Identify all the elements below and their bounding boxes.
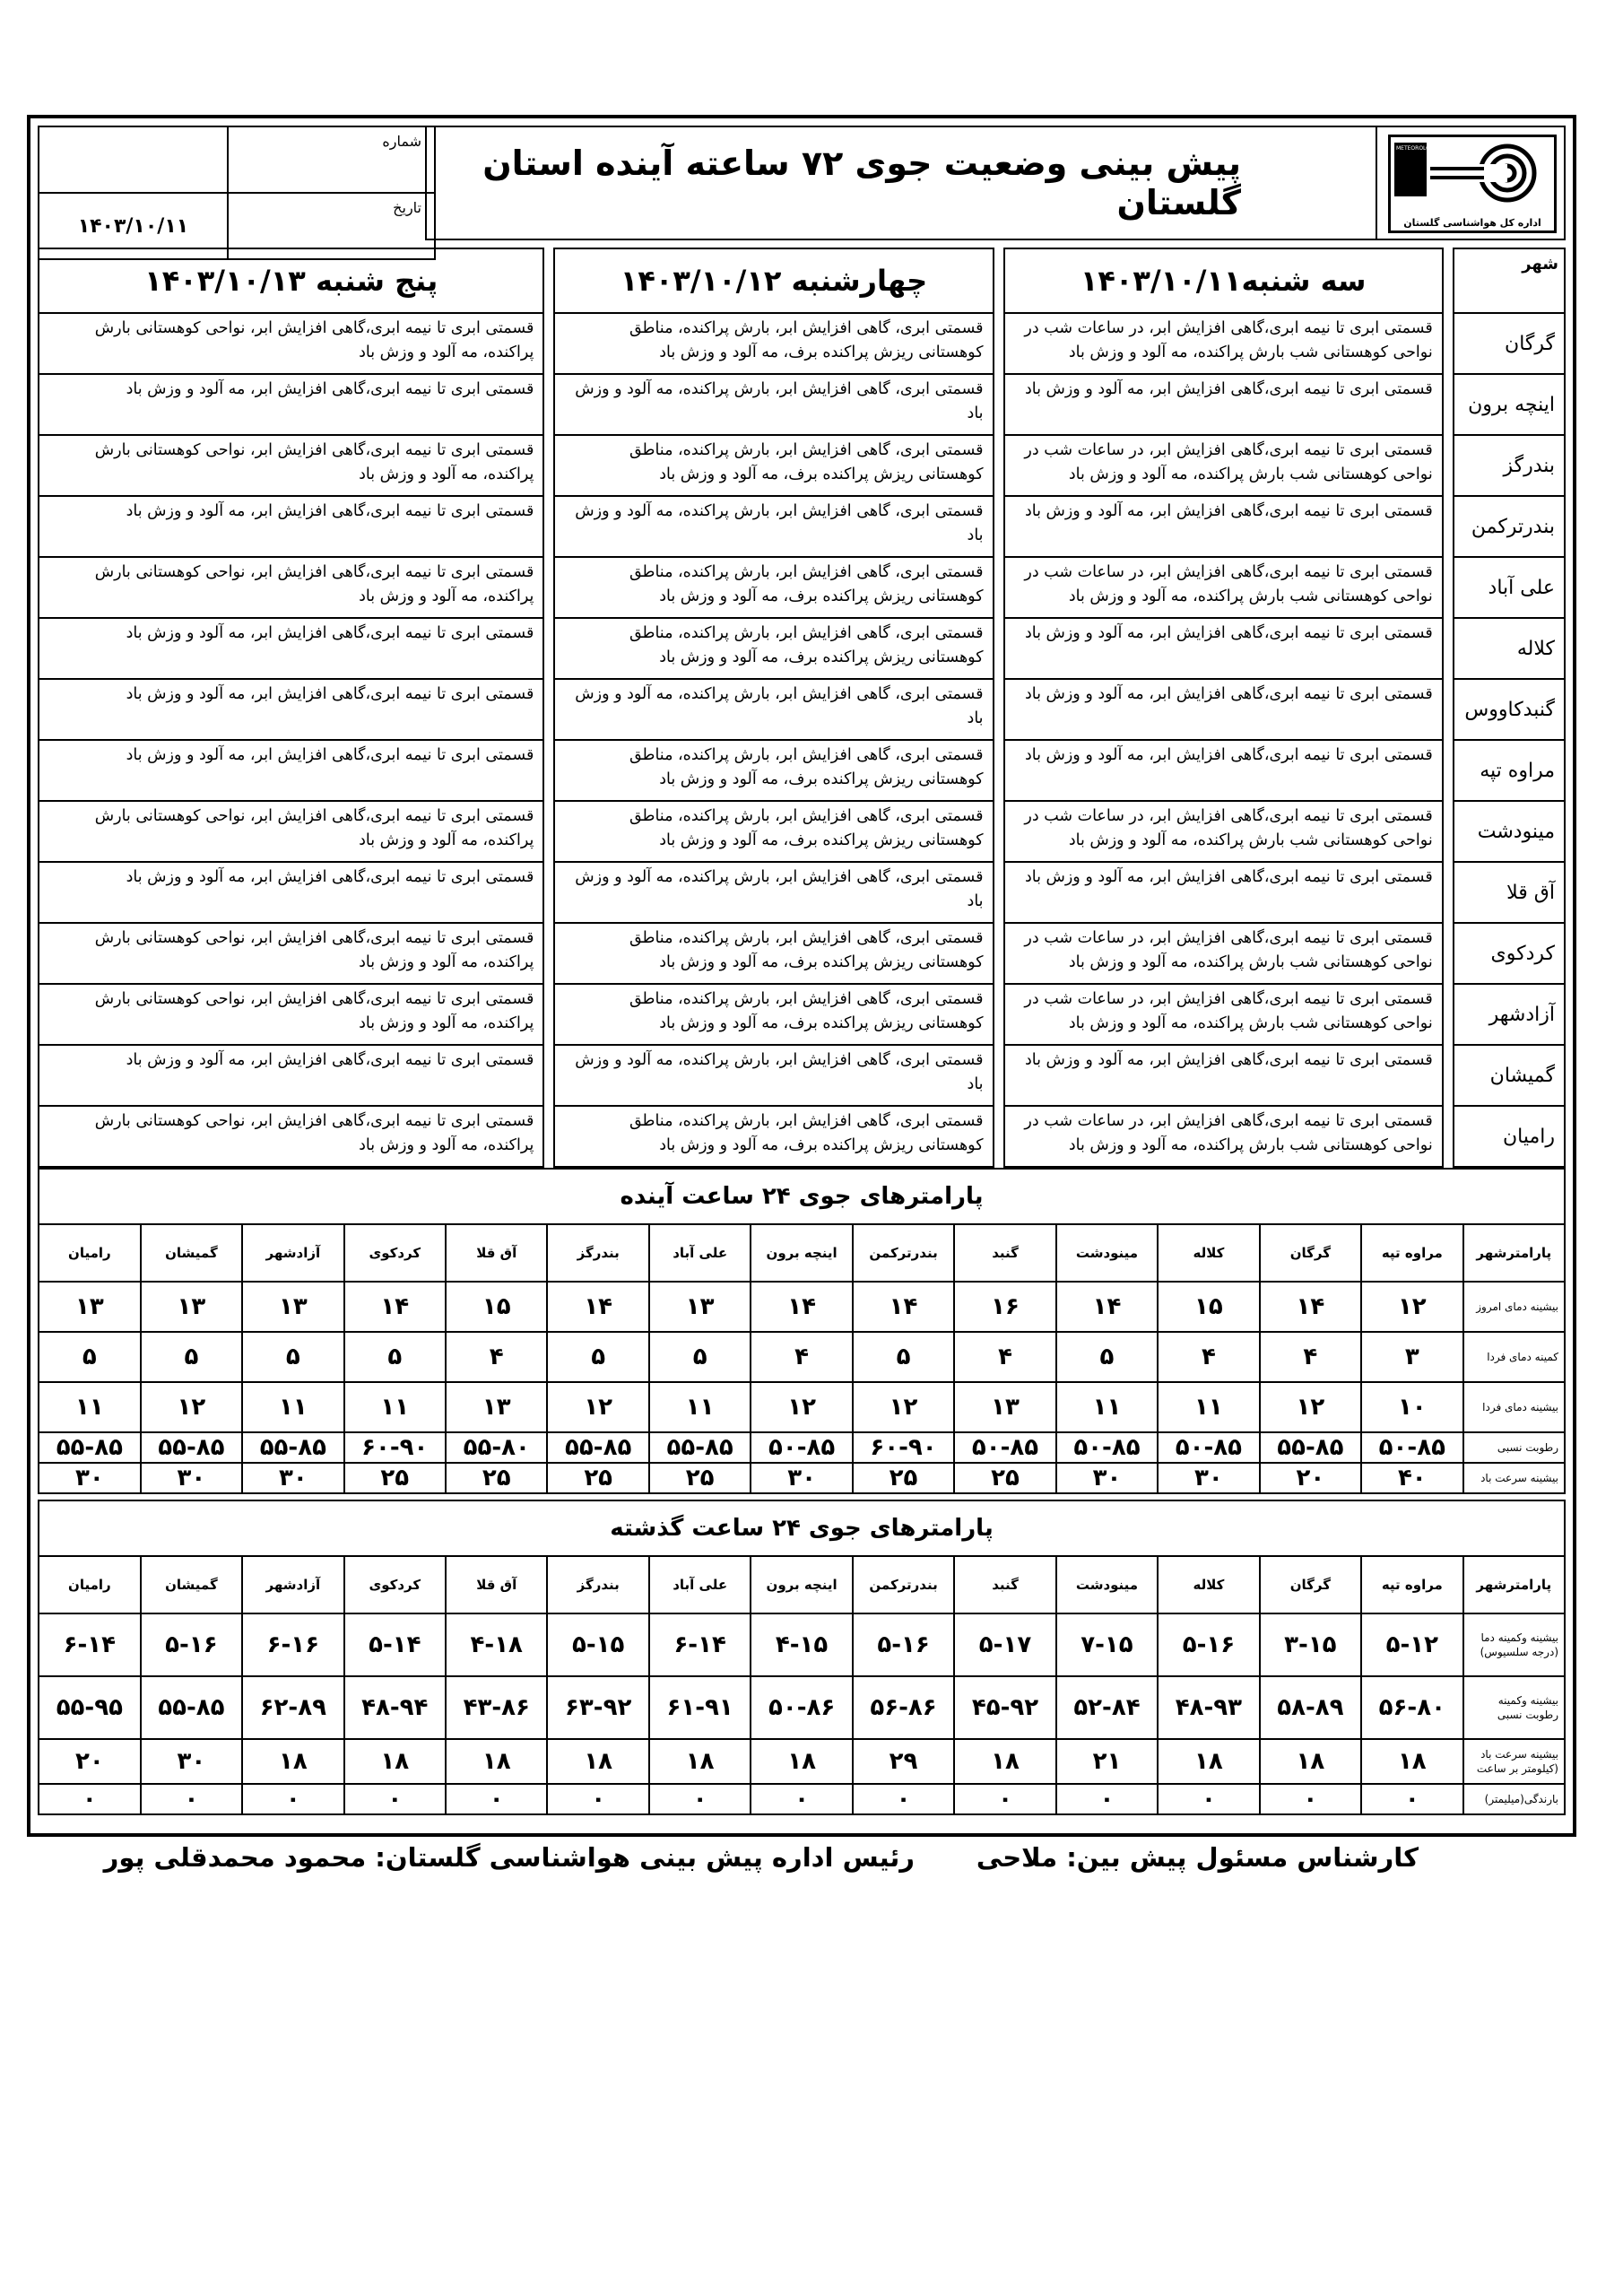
forecast-row bbox=[39, 496, 1565, 557]
param-value: ۵۵-۸۵ bbox=[649, 1432, 751, 1463]
forecaster-name: کارشناس مسئول پیش بین: ملاحی bbox=[976, 1842, 1419, 1873]
param-value: ۱۶ bbox=[954, 1282, 1055, 1332]
forecast-day2: قسمتی ابری، گاهی افزایش ابر، بارش پراکنده، مه آلود و وزش باد bbox=[554, 1045, 993, 1106]
forecast-day3: قسمتی ابری تا نیمه ابری،گاهی افزایش ابر، نواحی کوهستانی بارش پراکنده، مه آلود و وزش باد bbox=[39, 984, 543, 1045]
param-value: ۳۰ bbox=[39, 1463, 141, 1493]
param-value: ۳۰ bbox=[141, 1739, 242, 1784]
forecast-day3: قسمتی ابری تا نیمه ابری،گاهی افزایش ابر، مه آلود و وزش باد bbox=[39, 740, 543, 801]
param-row bbox=[39, 1382, 1565, 1432]
forecast-day3: قسمتی ابری تا نیمه ابری،گاهی افزایش ابر، نواحی کوهستانی بارش پراکنده، مه آلود و وزش باد bbox=[39, 923, 543, 984]
param-city-header: مینودشت bbox=[1056, 1224, 1158, 1282]
param-city-header: کلاله bbox=[1158, 1224, 1259, 1282]
param-value: ۰ bbox=[954, 1784, 1055, 1814]
param-value: ۰ bbox=[242, 1784, 343, 1814]
param-value: ۵ bbox=[853, 1332, 954, 1382]
param-value: ۵۵-۸۰ bbox=[446, 1432, 547, 1463]
param-value: ۱۸ bbox=[751, 1739, 852, 1784]
param-value: ۱۸ bbox=[242, 1739, 343, 1784]
city-name: گنبدکاووس bbox=[1454, 679, 1565, 740]
param-value: ۲۵ bbox=[344, 1463, 446, 1493]
forecast-day1: قسمتی ابری تا نیمه ابری،گاهی افزایش ابر، در ساعات شب در نواحی کوهستانی شب بارش پراکنده، مه آلود و وزش باد bbox=[1004, 435, 1443, 496]
param-value: ۴۸-۹۳ bbox=[1158, 1676, 1259, 1739]
logo-emblem-icon bbox=[1391, 137, 1554, 209]
next24-table bbox=[38, 1168, 1566, 1494]
meteorology-logo bbox=[1388, 135, 1557, 233]
forecast-day2: قسمتی ابری، گاهی افزایش ابر، بارش پراکنده، مناطق کوهستانی ریزش پراکنده برف، مه آلود و وزش باد bbox=[554, 435, 993, 496]
forecast-day2: قسمتی ابری، گاهی افزایش ابر، بارش پراکنده، مناطق کوهستانی ریزش پراکنده برف، مه آلود و وزش باد bbox=[554, 740, 993, 801]
param-value: ۵-۱۷ bbox=[954, 1613, 1055, 1676]
param-city-header: گنبد bbox=[954, 1556, 1055, 1613]
param-city-header: گمیشان bbox=[141, 1556, 242, 1613]
forecast-day1: قسمتی ابری تا نیمه ابری،گاهی افزایش ابر، مه آلود و وزش باد bbox=[1004, 374, 1443, 435]
param-value: ۱۸ bbox=[547, 1739, 648, 1784]
param-value: ۴ bbox=[751, 1332, 852, 1382]
param-row bbox=[39, 1739, 1565, 1784]
param-city-header: مراوه تپه bbox=[1361, 1224, 1462, 1282]
day-header-2: چهارشنبه ۱۴۰۳/۱۰/۱۲ bbox=[554, 248, 993, 313]
param-city-header: بندرگز bbox=[547, 1224, 648, 1282]
param-value: ۲۹ bbox=[853, 1739, 954, 1784]
param-value: ۱۲ bbox=[141, 1382, 242, 1432]
param-corner: پارامترشهر bbox=[1463, 1556, 1565, 1613]
param-value: ۱۸ bbox=[1361, 1739, 1462, 1784]
param-value: ۱۰ bbox=[1361, 1382, 1462, 1432]
city-name: مراوه تپه bbox=[1454, 740, 1565, 801]
param-value: ۵۵-۸۵ bbox=[141, 1432, 242, 1463]
forecast-day3: قسمتی ابری تا نیمه ابری،گاهی افزایش ابر، نواحی کوهستانی بارش پراکنده، مه آلود و وزش باد bbox=[39, 801, 543, 862]
param-city-header: اینچه برون bbox=[751, 1556, 852, 1613]
forecast-row bbox=[39, 801, 1565, 862]
param-row bbox=[39, 1282, 1565, 1332]
param-value: ۱۸ bbox=[649, 1739, 751, 1784]
param-label: رطوبت نسبی bbox=[1463, 1432, 1565, 1463]
param-value: ۱۱ bbox=[1056, 1382, 1158, 1432]
param-value: ۱۱ bbox=[649, 1382, 751, 1432]
param-value: ۲۵ bbox=[853, 1463, 954, 1493]
param-value: ۵۸-۸۹ bbox=[1260, 1676, 1361, 1739]
forecast-row bbox=[39, 740, 1565, 801]
forecast-row bbox=[39, 862, 1565, 923]
forecast-day3: قسمتی ابری تا نیمه ابری،گاهی افزایش ابر، مه آلود و وزش باد bbox=[39, 862, 543, 923]
department-head-name: رئیس اداره پیش بینی هواشناسی گلستان: محمود محمدقلی پور bbox=[103, 1842, 915, 1873]
forecast-day3: قسمتی ابری تا نیمه ابری،گاهی افزایش ابر، نواحی کوهستانی بارش پراکنده، مه آلود و وزش باد bbox=[39, 435, 543, 496]
param-value: ۵۵-۸۵ bbox=[39, 1432, 141, 1463]
param-value: ۱۳ bbox=[242, 1282, 343, 1332]
forecast-day1: قسمتی ابری تا نیمه ابری،گاهی افزایش ابر، در ساعات شب در نواحی کوهستانی شب بارش پراکنده، مه آلود و وزش باد bbox=[1004, 923, 1443, 984]
param-row bbox=[39, 1676, 1565, 1739]
param-label: بارندگی(میلیمتر) bbox=[1463, 1784, 1565, 1814]
param-value: ۲۵ bbox=[954, 1463, 1055, 1493]
param-city-header: آزادشهر bbox=[242, 1556, 343, 1613]
param-row bbox=[39, 1432, 1565, 1463]
param-value: ۵ bbox=[344, 1332, 446, 1382]
param-value: ۳۰ bbox=[141, 1463, 242, 1493]
forecast-day2: قسمتی ابری، گاهی افزایش ابر، بارش پراکنده، مه آلود و وزش باد bbox=[554, 496, 993, 557]
param-value: ۴ bbox=[1260, 1332, 1361, 1382]
forecast-row bbox=[39, 557, 1565, 618]
city-name: رامیان bbox=[1454, 1106, 1565, 1167]
param-row bbox=[39, 1332, 1565, 1382]
param-value: ۴ bbox=[446, 1332, 547, 1382]
param-value: ۷-۱۵ bbox=[1056, 1613, 1158, 1676]
param-value: ۵-۱۶ bbox=[853, 1613, 954, 1676]
param-value: ۳ bbox=[1361, 1332, 1462, 1382]
param-city-header: اینچه برون bbox=[751, 1224, 852, 1282]
param-value: ۶۰-۹۰ bbox=[344, 1432, 446, 1463]
forecast-day3: قسمتی ابری تا نیمه ابری،گاهی افزایش ابر، مه آلود و وزش باد bbox=[39, 496, 543, 557]
city-name: گرگان bbox=[1454, 313, 1565, 374]
page-title: پیش بینی وضعیت جوی ۷۲ ساعته آینده استان گلستان bbox=[425, 126, 1376, 240]
param-value: ۱۸ bbox=[446, 1739, 547, 1784]
param-label: بیشینه سرعت باد bbox=[1463, 1463, 1565, 1493]
param-value: ۴ bbox=[954, 1332, 1055, 1382]
param-city-header: بندرترکمن bbox=[853, 1224, 954, 1282]
forecast-day2: قسمتی ابری، گاهی افزایش ابر، بارش پراکنده، مه آلود و وزش باد bbox=[554, 679, 993, 740]
param-value: ۰ bbox=[141, 1784, 242, 1814]
param-label: بیشینه وکمینه رطوبت نسبی bbox=[1463, 1676, 1565, 1739]
param-value: ۱۸ bbox=[344, 1739, 446, 1784]
param-value: ۲۰ bbox=[1260, 1463, 1361, 1493]
forecast-day3: قسمتی ابری تا نیمه ابری،گاهی افزایش ابر، نواحی کوهستانی بارش پراکنده، مه آلود و وزش باد bbox=[39, 313, 543, 374]
param-value: ۴۵-۹۲ bbox=[954, 1676, 1055, 1739]
forecast-day1: قسمتی ابری تا نیمه ابری،گاهی افزایش ابر، مه آلود و وزش باد bbox=[1004, 740, 1443, 801]
param-value: ۵-۱۲ bbox=[1361, 1613, 1462, 1676]
param-value: ۵۵-۸۵ bbox=[547, 1432, 648, 1463]
param-value: ۴۰ bbox=[1361, 1463, 1462, 1493]
param-value: ۱۱ bbox=[1158, 1382, 1259, 1432]
param-value: ۴ bbox=[1158, 1332, 1259, 1382]
param-value: ۱۲ bbox=[853, 1382, 954, 1432]
param-value: ۱۳ bbox=[954, 1382, 1055, 1432]
forecast-day2: قسمتی ابری، گاهی افزایش ابر، بارش پراکنده، مناطق کوهستانی ریزش پراکنده برف، مه آلود و وزش باد bbox=[554, 984, 993, 1045]
param-city-header: کلاله bbox=[1158, 1556, 1259, 1613]
param-value: ۰ bbox=[1260, 1784, 1361, 1814]
param-value: ۱۵ bbox=[446, 1282, 547, 1332]
param-city-header: گرگان bbox=[1260, 1224, 1361, 1282]
next24-title: پارامترهای جوی ۲۴ ساعت آینده bbox=[39, 1169, 1565, 1224]
param-city-header: آق قلا bbox=[446, 1224, 547, 1282]
param-city-header: بندرگز bbox=[547, 1556, 648, 1613]
param-value: ۵۰-۸۵ bbox=[1361, 1432, 1462, 1463]
param-value: ۰ bbox=[39, 1784, 141, 1814]
param-value: ۱۲ bbox=[751, 1382, 852, 1432]
param-value: ۱۸ bbox=[1260, 1739, 1361, 1784]
param-value: ۵۵-۸۵ bbox=[141, 1676, 242, 1739]
forecast-day1: قسمتی ابری تا نیمه ابری،گاهی افزایش ابر، در ساعات شب در نواحی کوهستانی شب بارش پراکنده، مه آلود و وزش باد bbox=[1004, 801, 1443, 862]
logo-caption: اداره کل هواشناسی گلستان bbox=[1403, 217, 1541, 229]
forecast-day1: قسمتی ابری تا نیمه ابری،گاهی افزایش ابر، در ساعات شب در نواحی کوهستانی شب بارش پراکنده، مه آلود و وزش باد bbox=[1004, 984, 1443, 1045]
param-value: ۵ bbox=[547, 1332, 648, 1382]
param-value: ۱۲ bbox=[547, 1382, 648, 1432]
forecast-day3: قسمتی ابری تا نیمه ابری،گاهی افزایش ابر، مه آلود و وزش باد bbox=[39, 1045, 543, 1106]
param-value: ۱۱ bbox=[39, 1382, 141, 1432]
param-value: ۱۴ bbox=[547, 1282, 648, 1332]
city-name: کردکوی bbox=[1454, 923, 1565, 984]
param-value: ۶-۱۴ bbox=[39, 1613, 141, 1676]
param-value: ۲۵ bbox=[649, 1463, 751, 1493]
param-value: ۱۳ bbox=[141, 1282, 242, 1332]
param-value: ۵-۱۶ bbox=[1158, 1613, 1259, 1676]
forecast-row bbox=[39, 313, 1565, 374]
city-name: مینودشت bbox=[1454, 801, 1565, 862]
forecast-day2: قسمتی ابری، گاهی افزایش ابر، بارش پراکنده، مناطق کوهستانی ریزش پراکنده برف، مه آلود و وزش باد bbox=[554, 557, 993, 618]
param-label: بیشینه سرعت باد (کیلومتر بر ساعت bbox=[1463, 1739, 1565, 1784]
param-value: ۳۰ bbox=[751, 1463, 852, 1493]
param-city-header: علی آباد bbox=[649, 1556, 751, 1613]
param-value: ۵۰-۸۵ bbox=[1158, 1432, 1259, 1463]
param-value: ۵ bbox=[242, 1332, 343, 1382]
param-value: ۳۰ bbox=[1158, 1463, 1259, 1493]
param-city-header: مراوه تپه bbox=[1361, 1556, 1462, 1613]
forecast-day1: قسمتی ابری تا نیمه ابری،گاهی افزایش ابر، در ساعات شب در نواحی کوهستانی شب بارش پراکنده، مه آلود و وزش باد bbox=[1004, 557, 1443, 618]
param-label: بیشینه وکمینه دما (درجه سلسیوس) bbox=[1463, 1613, 1565, 1676]
city-name: بندرترکمن bbox=[1454, 496, 1565, 557]
param-value: ۰ bbox=[751, 1784, 852, 1814]
forecast-rows bbox=[39, 313, 1565, 1167]
param-city-header: گمیشان bbox=[141, 1224, 242, 1282]
city-name: بندرگز bbox=[1454, 435, 1565, 496]
param-city-header: گرگان bbox=[1260, 1556, 1361, 1613]
param-value: ۰ bbox=[853, 1784, 954, 1814]
param-value: ۰ bbox=[547, 1784, 648, 1814]
forecast-day2: قسمتی ابری، گاهی افزایش ابر، بارش پراکنده، مناطق کوهستانی ریزش پراکنده برف، مه آلود و وزش باد bbox=[554, 1106, 993, 1167]
city-name: کلاله bbox=[1454, 618, 1565, 679]
param-value: ۵۰-۸۵ bbox=[751, 1432, 852, 1463]
param-city-header: کردکوی bbox=[344, 1556, 446, 1613]
param-row bbox=[39, 1613, 1565, 1676]
city-name: آزادشهر bbox=[1454, 984, 1565, 1045]
date-label: تاریخ bbox=[228, 193, 435, 259]
day-header-3: پنج شنبه ۱۴۰۳/۱۰/۱۳ bbox=[39, 248, 543, 313]
param-value: ۵ bbox=[649, 1332, 751, 1382]
forecast-day2: قسمتی ابری، گاهی افزایش ابر، بارش پراکنده، مناطق کوهستانی ریزش پراکنده برف، مه آلود و وزش باد bbox=[554, 313, 993, 374]
param-value: ۵۰-۸۵ bbox=[1056, 1432, 1158, 1463]
day-header-1: سه شنبه۱۴۰۳/۱۰/۱۱ bbox=[1004, 248, 1443, 313]
param-value: ۰ bbox=[1361, 1784, 1462, 1814]
forecast-row bbox=[39, 1045, 1565, 1106]
forecast-day3: قسمتی ابری تا نیمه ابری،گاهی افزایش ابر، مه آلود و وزش باد bbox=[39, 679, 543, 740]
param-city-header: علی آباد bbox=[649, 1224, 751, 1282]
forecast-day2: قسمتی ابری، گاهی افزایش ابر، بارش پراکنده، مناطق کوهستانی ریزش پراکنده برف، مه آلود و وزش باد bbox=[554, 923, 993, 984]
param-corner: پارامترشهر bbox=[1463, 1224, 1565, 1282]
forecast-day2: قسمتی ابری، گاهی افزایش ابر، بارش پراکنده، مه آلود و وزش باد bbox=[554, 374, 993, 435]
sheet-header bbox=[38, 126, 1566, 240]
param-value: ۱۸ bbox=[954, 1739, 1055, 1784]
param-city-header: رامیان bbox=[39, 1224, 141, 1282]
number-value bbox=[39, 126, 228, 193]
param-value: ۵۰-۸۶ bbox=[751, 1676, 852, 1739]
date-value: ۱۴۰۳/۱۰/۱۱ bbox=[39, 193, 228, 259]
param-value: ۶-۱۴ bbox=[649, 1613, 751, 1676]
param-value: ۳-۱۵ bbox=[1260, 1613, 1361, 1676]
param-value: ۶۲-۸۹ bbox=[242, 1676, 343, 1739]
past24-table bbox=[38, 1500, 1566, 1815]
param-label: بیشینه دمای فردا bbox=[1463, 1382, 1565, 1432]
forecast-row bbox=[39, 923, 1565, 984]
param-city-header: مینودشت bbox=[1056, 1556, 1158, 1613]
param-value: ۲۱ bbox=[1056, 1739, 1158, 1784]
forecast-table bbox=[38, 248, 1566, 1168]
svg-text:METEOROLOGICAL ORGANIZATION: METEOROLOGICAL ORGANIZATION bbox=[1396, 145, 1490, 152]
city-name: آق قلا bbox=[1454, 862, 1565, 923]
param-value: ۱۳ bbox=[446, 1382, 547, 1432]
param-row bbox=[39, 1463, 1565, 1493]
param-value: ۰ bbox=[649, 1784, 751, 1814]
city-column-header: شهر bbox=[1454, 248, 1565, 313]
param-value: ۲۵ bbox=[446, 1463, 547, 1493]
param-value: ۰ bbox=[1158, 1784, 1259, 1814]
param-value: ۵ bbox=[141, 1332, 242, 1382]
forecast-sheet bbox=[27, 115, 1576, 1837]
param-city-header: کردکوی bbox=[344, 1224, 446, 1282]
param-row bbox=[39, 1784, 1565, 1814]
forecast-day1: قسمتی ابری تا نیمه ابری،گاهی افزایش ابر، در ساعات شب در نواحی کوهستانی شب بارش پراکنده، مه آلود و وزش باد bbox=[1004, 1106, 1443, 1167]
forecast-day3: قسمتی ابری تا نیمه ابری،گاهی افزایش ابر، مه آلود و وزش باد bbox=[39, 374, 543, 435]
forecast-day1: قسمتی ابری تا نیمه ابری،گاهی افزایش ابر، مه آلود و وزش باد bbox=[1004, 618, 1443, 679]
forecast-day2: قسمتی ابری، گاهی افزایش ابر، بارش پراکنده، مه آلود و وزش باد bbox=[554, 862, 993, 923]
param-city-header: گنبد bbox=[954, 1224, 1055, 1282]
param-value: ۵۵-۸۵ bbox=[1260, 1432, 1361, 1463]
forecast-day1: قسمتی ابری تا نیمه ابری،گاهی افزایش ابر، مه آلود و وزش باد bbox=[1004, 862, 1443, 923]
logo-cell bbox=[1376, 126, 1566, 240]
param-value: ۵-۱۶ bbox=[141, 1613, 242, 1676]
param-value: ۱۳ bbox=[39, 1282, 141, 1332]
forecast-day3: قسمتی ابری تا نیمه ابری،گاهی افزایش ابر، مه آلود و وزش باد bbox=[39, 618, 543, 679]
forecast-row bbox=[39, 618, 1565, 679]
city-name: اینچه برون bbox=[1454, 374, 1565, 435]
param-value: ۵۵-۹۵ bbox=[39, 1676, 141, 1739]
param-label: بیشینه دمای امروز bbox=[1463, 1282, 1565, 1332]
param-city-header: بندرترکمن bbox=[853, 1556, 954, 1613]
param-value: ۱۴ bbox=[1056, 1282, 1158, 1332]
param-value: ۴-۱۸ bbox=[446, 1613, 547, 1676]
param-value: ۵۰-۸۵ bbox=[954, 1432, 1055, 1463]
param-value: ۴۳-۸۶ bbox=[446, 1676, 547, 1739]
param-value: ۶۱-۹۱ bbox=[649, 1676, 751, 1739]
param-value: ۶۰-۹۰ bbox=[853, 1432, 954, 1463]
forecast-day1: قسمتی ابری تا نیمه ابری،گاهی افزایش ابر، در ساعات شب در نواحی کوهستانی شب بارش پراکنده، مه آلود و وزش باد bbox=[1004, 313, 1443, 374]
forecast-day2: قسمتی ابری، گاهی افزایش ابر، بارش پراکنده، مناطق کوهستانی ریزش پراکنده برف، مه آلود و وزش باد bbox=[554, 618, 993, 679]
param-value: ۱۲ bbox=[1260, 1382, 1361, 1432]
forecast-day3: قسمتی ابری تا نیمه ابری،گاهی افزایش ابر، نواحی کوهستانی بارش پراکنده، مه آلود و وزش باد bbox=[39, 557, 543, 618]
forecast-row bbox=[39, 984, 1565, 1045]
param-value: ۵-۱۴ bbox=[344, 1613, 446, 1676]
param-value: ۵ bbox=[39, 1332, 141, 1382]
number-label: شماره bbox=[228, 126, 435, 193]
param-city-header: آزادشهر bbox=[242, 1224, 343, 1282]
param-value: ۱۴ bbox=[1260, 1282, 1361, 1332]
param-value: ۱۵ bbox=[1158, 1282, 1259, 1332]
param-value: ۴-۱۵ bbox=[751, 1613, 852, 1676]
param-value: ۱۴ bbox=[853, 1282, 954, 1332]
param-value: ۲۵ bbox=[547, 1463, 648, 1493]
param-value: ۵۶-۸۰ bbox=[1361, 1676, 1462, 1739]
param-value: ۵۲-۸۴ bbox=[1056, 1676, 1158, 1739]
param-city-header: آق قلا bbox=[446, 1556, 547, 1613]
param-value: ۰ bbox=[446, 1784, 547, 1814]
past24-title: پارامترهای جوی ۲۴ ساعت گذشته bbox=[39, 1500, 1565, 1556]
forecast-day1: قسمتی ابری تا نیمه ابری،گاهی افزایش ابر، مه آلود و وزش باد bbox=[1004, 496, 1443, 557]
param-value: ۱۳ bbox=[649, 1282, 751, 1332]
param-value: ۱۱ bbox=[242, 1382, 343, 1432]
param-value: ۰ bbox=[344, 1784, 446, 1814]
forecast-row bbox=[39, 435, 1565, 496]
param-value: ۵ bbox=[1056, 1332, 1158, 1382]
param-value: ۵۵-۸۵ bbox=[242, 1432, 343, 1463]
forecast-day2: قسمتی ابری، گاهی افزایش ابر، بارش پراکنده، مناطق کوهستانی ریزش پراکنده برف، مه آلود و وزش باد bbox=[554, 801, 993, 862]
param-value: ۱۴ bbox=[344, 1282, 446, 1332]
city-name: علی آباد bbox=[1454, 557, 1565, 618]
forecast-day3: قسمتی ابری تا نیمه ابری،گاهی افزایش ابر، نواحی کوهستانی بارش پراکنده، مه آلود و وزش باد bbox=[39, 1106, 543, 1167]
param-header-row bbox=[39, 1224, 1565, 1282]
param-value: ۰ bbox=[1056, 1784, 1158, 1814]
param-value: ۶۳-۹۲ bbox=[547, 1676, 648, 1739]
param-value: ۱۴ bbox=[751, 1282, 852, 1332]
param-value: ۴۸-۹۴ bbox=[344, 1676, 446, 1739]
param-value: ۵۶-۸۶ bbox=[853, 1676, 954, 1739]
param-value: ۶-۱۶ bbox=[242, 1613, 343, 1676]
forecast-day1: قسمتی ابری تا نیمه ابری،گاهی افزایش ابر، مه آلود و وزش باد bbox=[1004, 679, 1443, 740]
param-value: ۵-۱۵ bbox=[547, 1613, 648, 1676]
param-value: ۳۰ bbox=[1056, 1463, 1158, 1493]
param-city-header: رامیان bbox=[39, 1556, 141, 1613]
forecast-row bbox=[39, 374, 1565, 435]
param-header-row bbox=[39, 1556, 1565, 1613]
forecast-row bbox=[39, 1106, 1565, 1167]
param-value: ۱۲ bbox=[1361, 1282, 1462, 1332]
param-value: ۳۰ bbox=[242, 1463, 343, 1493]
forecast-row bbox=[39, 679, 1565, 740]
param-value: ۱۱ bbox=[344, 1382, 446, 1432]
forecast-day1: قسمتی ابری تا نیمه ابری،گاهی افزایش ابر، مه آلود و وزش باد bbox=[1004, 1045, 1443, 1106]
param-value: ۱۸ bbox=[1158, 1739, 1259, 1784]
signature-footer bbox=[0, 1842, 1623, 1887]
meta-table bbox=[38, 126, 436, 260]
city-name: گمیشان bbox=[1454, 1045, 1565, 1106]
param-label: کمینه دمای فردا bbox=[1463, 1332, 1565, 1382]
param-value: ۲۰ bbox=[39, 1739, 141, 1784]
